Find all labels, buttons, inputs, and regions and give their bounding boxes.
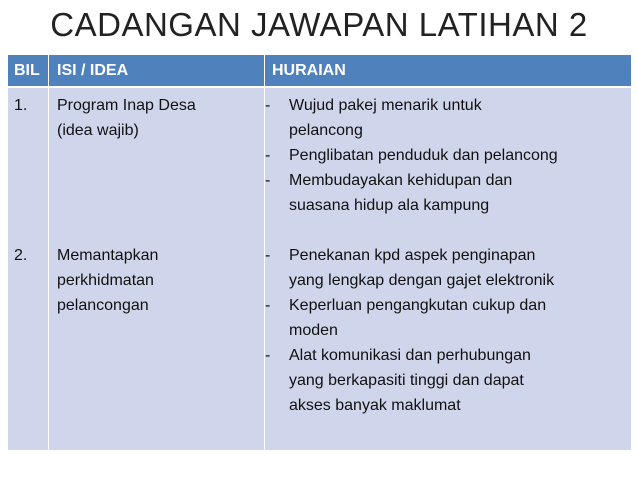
header-bil: BIL [14,62,40,79]
row2-isi-line1: Memantapkan [57,247,159,264]
row1-bil: 1. [14,97,28,114]
header-huraian: HURAIAN [272,62,346,79]
row2-huraian [265,243,627,418]
row2-isi [57,243,158,318]
row1-isi-line2: (idea wajib) [57,122,139,139]
list-item: - Alat komunikasi dan perhubungan yang berkapasiti tinggi dan dapat akses banyak maklumat [265,343,627,418]
column-divider [48,55,49,450]
row1-huraian-list [265,93,625,218]
table-header [8,55,631,86]
row1-huraian [265,93,625,218]
list-item: - Penglibatan penduduk dan pelancong [265,143,625,168]
row1-isi [57,93,196,143]
row2-isi-line2: perkhidmatan [57,272,154,289]
row2-bil: 2. [14,247,28,264]
row2-isi-line3: pelancongan [57,297,149,314]
header-divider [8,86,631,88]
row1-isi-line1: Program Inap Desa [57,97,196,114]
list-item: - Wujud pakej menarik untuk pelancong [265,93,625,143]
page-title: CADANGAN JAWAPAN LATIHAN 2 [50,6,588,43]
header-isi-idea: ISI / IDEA [57,62,129,79]
answer-table [8,55,631,450]
list-item: - Membudayakan kehidupan dan suasana hidup ala kampung [265,168,625,218]
list-item: - Keperluan pengangkutan cukup dan moden [265,293,627,343]
row2-huraian-list [265,243,627,418]
list-item: - Penekanan kpd aspek penginapan yang lengkap dengan gajet elektronik [265,243,627,293]
